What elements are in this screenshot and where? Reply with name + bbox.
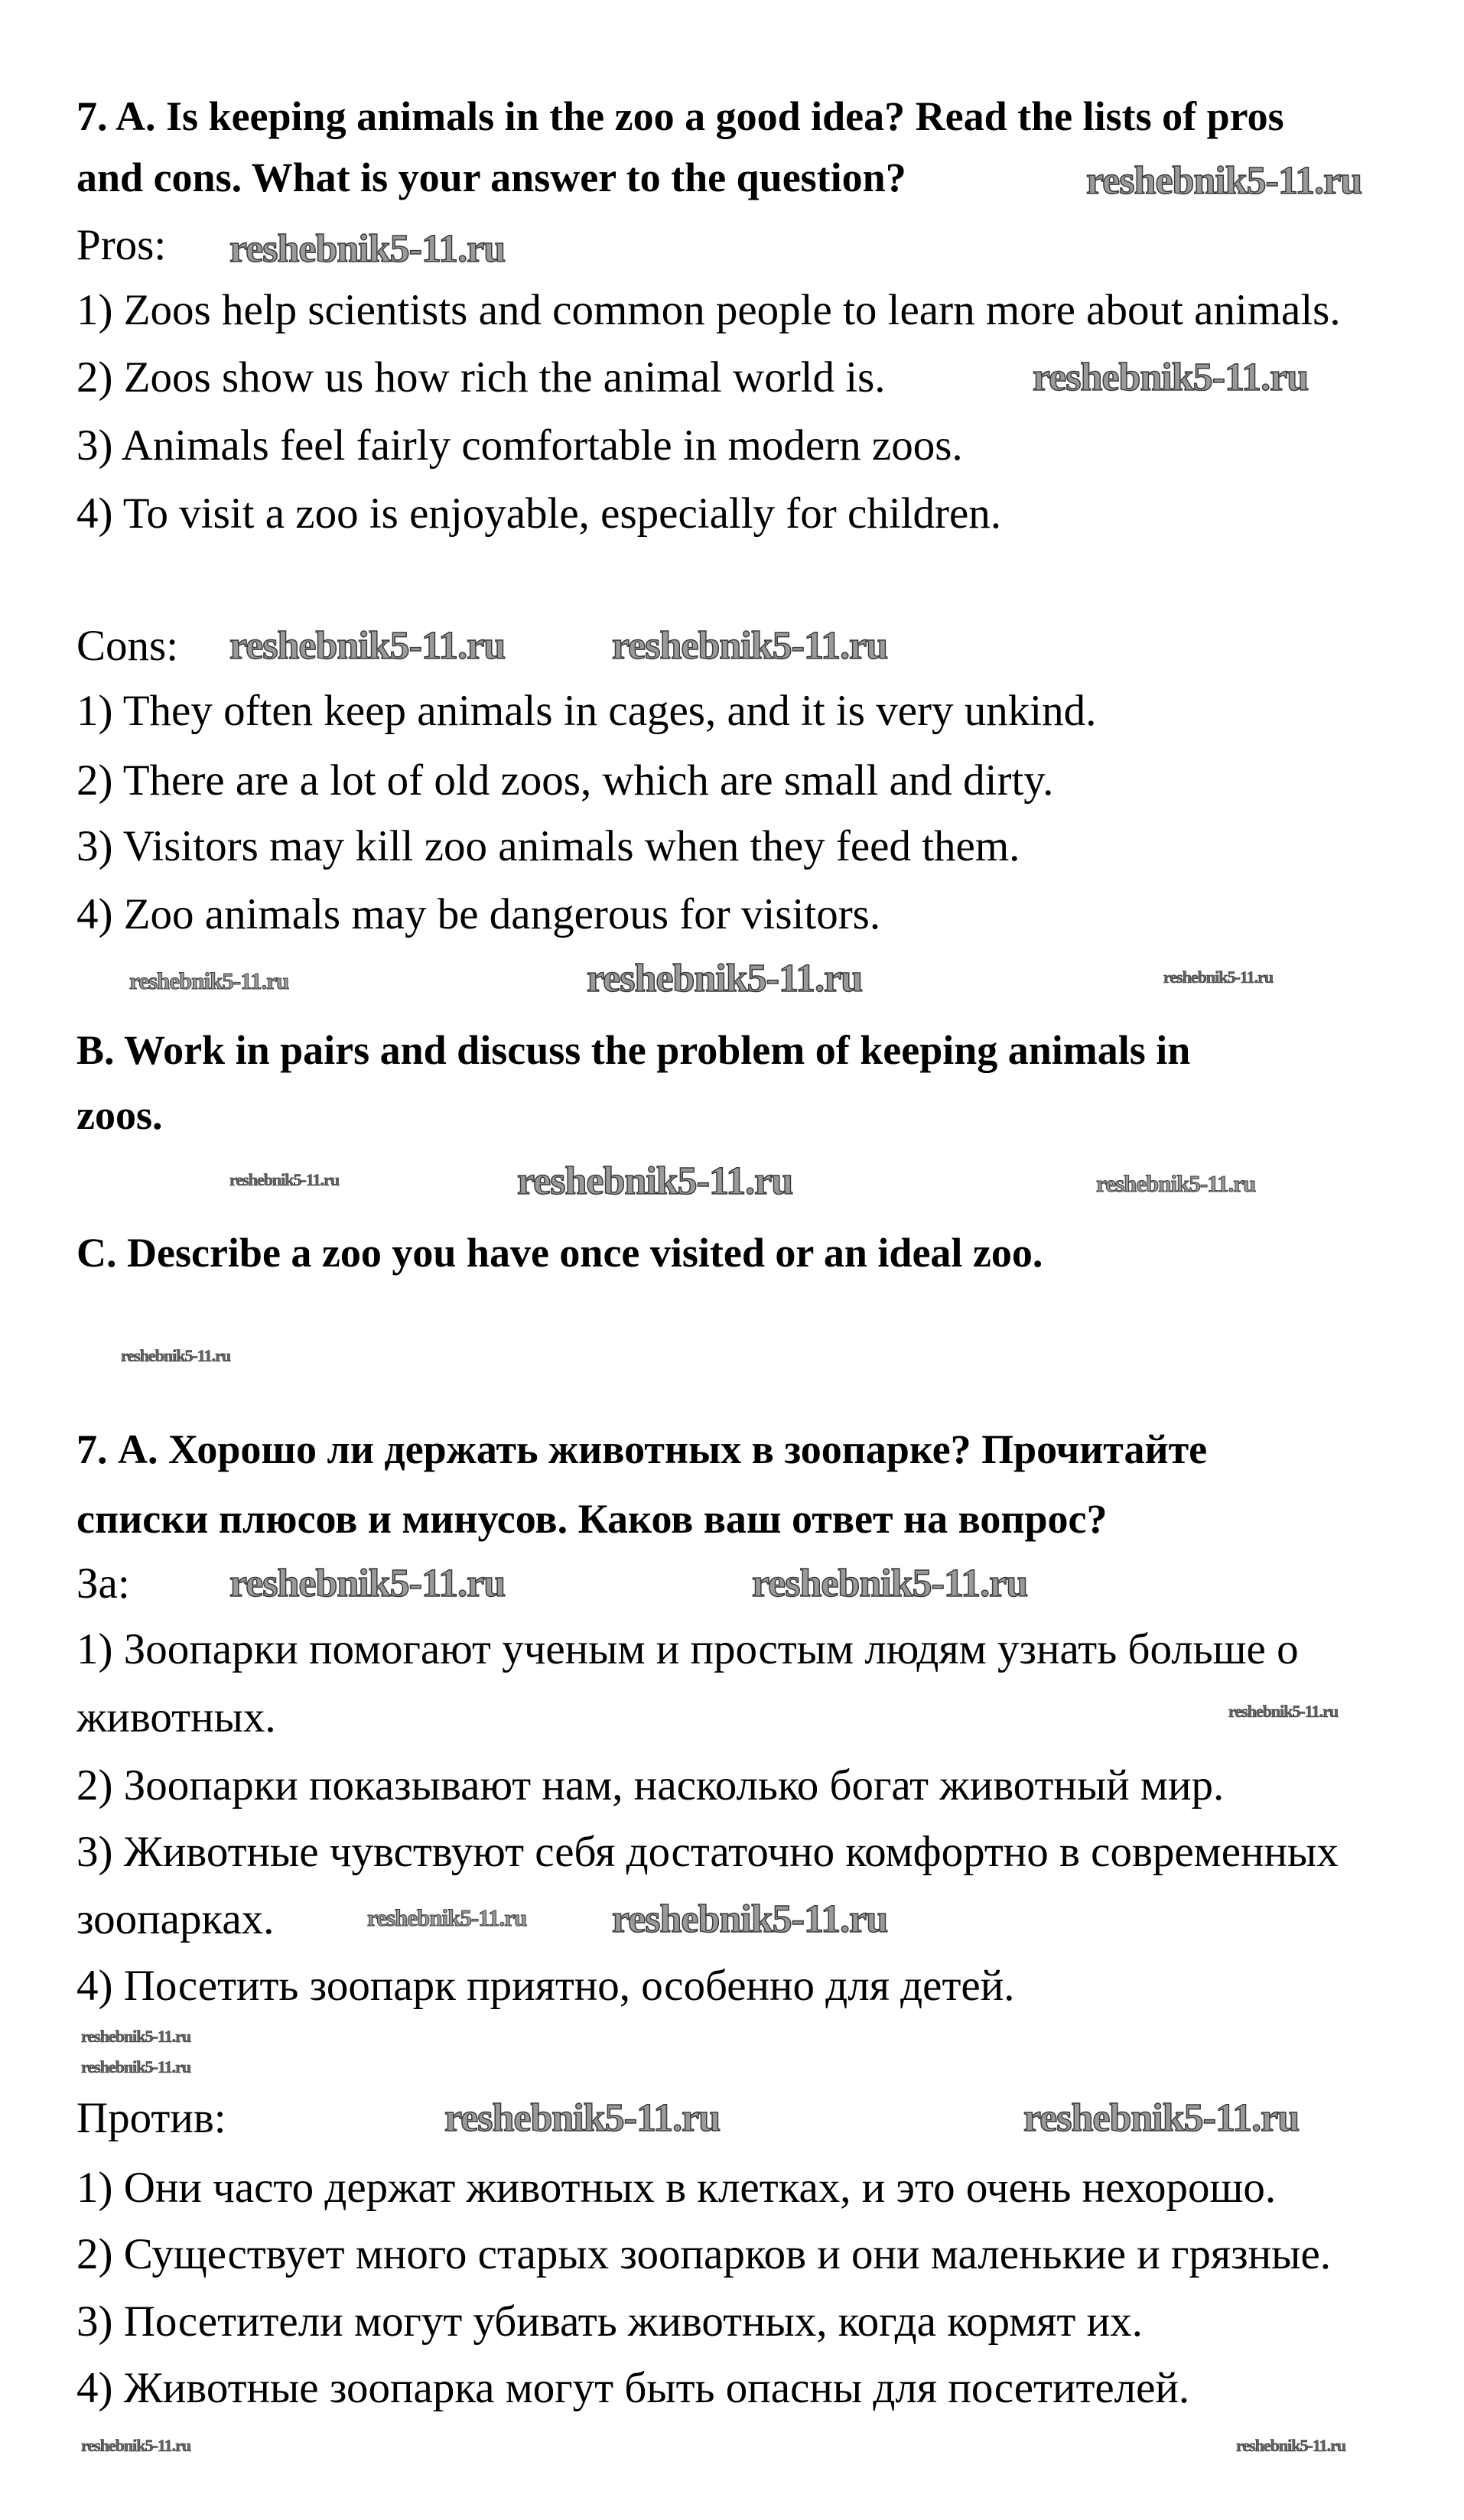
pros-item-ru: 4) Посетить зоопарк приятно, особенно для детей. [76,1962,1015,2010]
pros-item-ru: 3) Животные чувствуют себя достаточно комфортно в современных [76,1828,1339,1876]
task-b: B. Work in pairs and discuss the problem of keeping animals in [76,1027,1191,1073]
watermark: reshebnik5-11.ru [129,967,289,994]
cons-label-ru: Против: [76,2094,226,2142]
watermark: reshebnik5-11.ru [121,1346,231,1365]
watermark: reshebnik5-11.ru [229,1562,506,1605]
pros-label-ru: За: [76,1559,130,1608]
pros-item-ru: 2) Зоопарки показывают нам, насколько богат животный мир. [76,1761,1225,1810]
pros-item: 2) Zoos show us how rich the animal world is. [76,353,886,402]
watermark: reshebnik5-11.ru [517,1159,793,1203]
watermark: reshebnik5-11.ru [1033,356,1309,399]
exercise-title-ru-cont: списки плюсов и минусов. Каков ваш ответ на вопрос? [76,1496,1108,1542]
watermark: reshebnik5-11.ru [229,624,506,668]
pros-item: 3) Animals feel fairly comfortable in modern zoos. [76,421,963,470]
cons-item-ru: 4) Животные зоопарка могут быть опасны для посетителей. [76,2364,1190,2412]
watermark: reshebnik5-11.ru [444,2096,721,2140]
task-c: C. Describe a zoo you have once visited or an ideal zoo. [76,1230,1043,1276]
pros-item-ru: зоопарках. [76,1895,275,1943]
cons-item-ru: 2) Существует много старых зоопарков и они маленькие и грязные. [76,2230,1332,2278]
task-b-cont: zoos. [76,1092,163,1138]
cons-label: Cons: [76,622,179,670]
cons-item: 3) Visitors may kill zoo animals when they feed them. [76,822,1020,870]
watermark: reshebnik5-11.ru [1236,2436,1346,2455]
exercise-title: 7. A. Is keeping animals in the zoo a good idea? Read the lists of pros [76,93,1284,139]
cons-item: 2) There are a lot of old zoos, which are small and dirty. [76,756,1054,805]
watermark: reshebnik5-11.ru [612,624,888,668]
pros-item-ru: животных. [76,1693,276,1741]
pros-label: Pros: [76,221,167,269]
cons-item: 1) They often keep animals in cages, and it is very unkind. [76,687,1097,735]
watermark: reshebnik5-11.ru [1163,967,1274,987]
watermark: reshebnik5-11.ru [229,227,506,271]
cons-item: 4) Zoo animals may be dangerous for visitors. [76,890,881,938]
watermark: reshebnik5-11.ru [229,1170,340,1189]
watermark: reshebnik5-11.ru [81,2027,191,2046]
exercise-title-cont: and cons. What is your answer to the question? [76,154,906,200]
pros-item-ru: 1) Зоопарки помогают ученым и простым людям узнать больше о [76,1625,1299,1673]
watermark: reshebnik5-11.ru [612,1897,888,1941]
watermark: reshebnik5-11.ru [81,2436,191,2455]
watermark: reshebnik5-11.ru [1023,2096,1300,2140]
watermark: reshebnik5-11.ru [81,2057,191,2076]
pros-item: 1) Zoos help scientists and common people to learn more about animals. [76,286,1341,334]
cons-item-ru: 1) Они часто держат животных в клетках, и это очень нехорошо. [76,2164,1277,2212]
watermark: reshebnik5-11.ru [752,1562,1028,1605]
watermark: reshebnik5-11.ru [587,957,863,1000]
watermark: reshebnik5-11.ru [1086,159,1362,203]
watermark: reshebnik5-11.ru [1096,1170,1256,1197]
exercise-title-ru: 7. А. Хорошо ли держать животных в зоопарке? Прочитайте [76,1426,1208,1472]
cons-item-ru: 3) Посетители могут убивать животных, когда кормят их. [76,2297,1143,2346]
pros-item: 4) To visit a zoo is enjoyable, especially for children. [76,489,1002,538]
watermark: reshebnik5-11.ru [1228,1702,1339,1721]
watermark: reshebnik5-11.ru [367,1904,527,1931]
